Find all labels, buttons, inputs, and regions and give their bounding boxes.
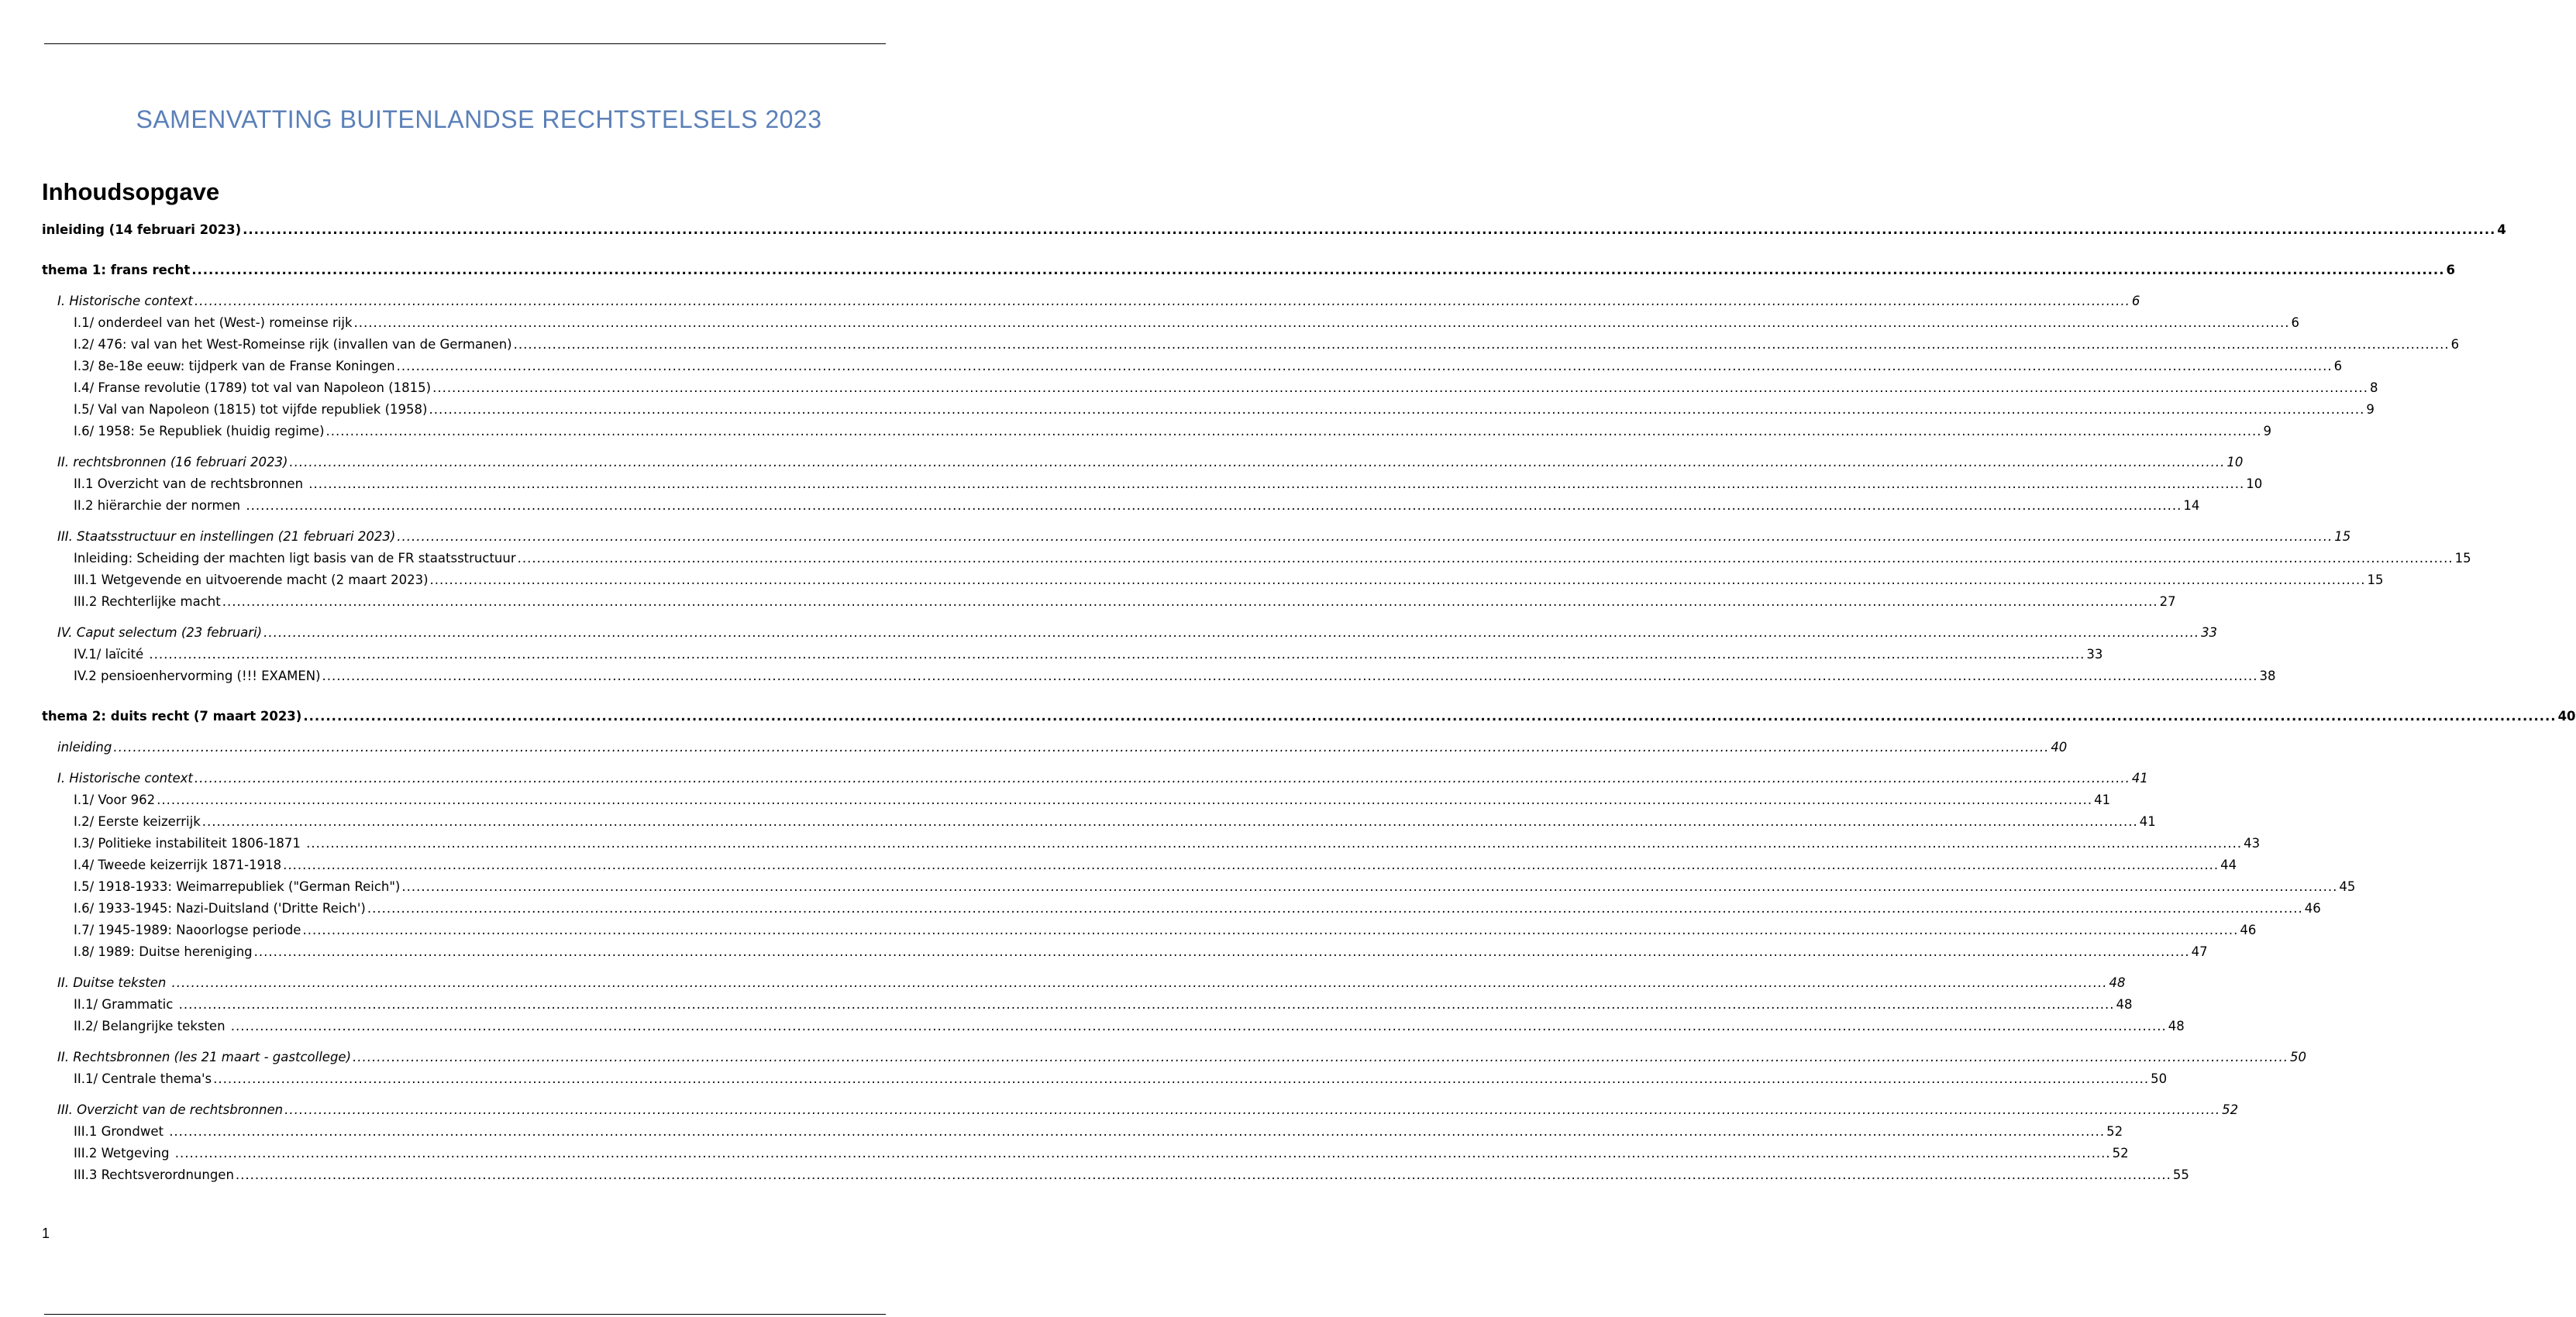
toc-heading: Inhoudsopgave [42,178,220,205]
toc-entry-page: 43 [2244,836,2261,851]
toc-entry[interactable] [0,995,2133,1015]
toc-entry[interactable] [0,474,2263,494]
toc-entry-title: I.1/ Voor 962 [74,793,156,807]
toc-entry[interactable] [0,1047,2306,1068]
toc-entry-page: 41 [2131,771,2148,786]
dot-leader: ................................................................................................................................................................................................................................................................................................................................................................................................................ [178,997,2115,1012]
dot-leader: ................................................................................................................................................................................................................................................................................................................................................................................................................ [302,923,2239,937]
toc-entry-page: 6 [2291,315,2299,330]
toc-entry[interactable] [0,291,2140,311]
toc-entry-page: 27 [2159,594,2176,609]
toc-entry-title: I.5/ Val van Napoleon (1815) tot vijfde republiek (1958) [74,402,428,417]
toc-entry-title: III. Overzicht van de rechtsbronnen [57,1102,284,1117]
dot-leader: ................................................................................................................................................................................................................................................................................................................................................................................................................ [303,709,2557,724]
toc-entry-title: thema 2: duits recht (7 maart 2023) [42,709,302,724]
toc-entry-title: I.4/ Franse revolutie (1789) tot val van Napoleon (1815) [74,380,432,395]
toc-entry[interactable] [0,834,2261,854]
toc-entry-page: 46 [2240,923,2257,937]
toc-entry-page: 10 [2226,455,2244,469]
toc-entry[interactable] [0,1122,2123,1142]
toc-entry[interactable] [0,592,2176,612]
dot-leader: ................................................................................................................................................................................................................................................................................................................................................................................................................ [396,359,2333,373]
toc-entry[interactable] [0,1100,2239,1120]
dot-leader: ................................................................................................................................................................................................................................................................................................................................................................................................................ [171,975,2108,990]
toc-entry-title: I.2/ Eerste keizerrijk [74,814,201,829]
toc-entry[interactable] [0,378,2378,398]
page-number: 1 [42,1226,50,1241]
toc-entry-page: 15 [2334,529,2351,544]
dot-leader: ................................................................................................................................................................................................................................................................................................................................................................................................................ [157,793,2093,807]
dot-leader: ................................................................................................................................................................................................................................................................................................................................................................................................................ [284,1102,2221,1117]
dot-leader: ................................................................................................................................................................................................................................................................................................................................................................................................................ [194,771,2130,786]
toc-entry-title: II.1/ Grammatic [74,997,177,1012]
toc-entry[interactable] [0,1165,2189,1185]
toc-entry-title: II.1/ Centrale thema's [74,1071,212,1086]
toc-entry-title: I.3/ Politieke instabiliteit 1806-1871 [74,836,305,851]
toc-entry[interactable] [0,335,2460,355]
toc-entry[interactable] [0,220,2506,240]
toc-entry[interactable] [0,1069,2168,1089]
toc-entry-page: 9 [2366,402,2375,417]
toc-entry-title: I.5/ 1918-1933: Weimarrepubliek ("German Reich") [74,879,401,894]
dot-leader: ................................................................................................................................................................................................................................................................................................................................................................................................................ [222,594,2158,609]
toc-entry-page: 15 [2454,551,2471,566]
dot-leader: ................................................................................................................................................................................................................................................................................................................................................................................................................ [169,1124,2106,1139]
toc-entry-page: 52 [2222,1102,2239,1117]
dot-leader: ................................................................................................................................................................................................................................................................................................................................................................................................................ [367,901,2303,916]
toc-entry-page: 50 [2151,1071,2168,1086]
toc-entry[interactable] [0,812,2156,832]
toc-entry-page: 9 [2263,424,2271,438]
toc-entry[interactable] [0,548,2471,569]
toc-entry-title: I. Historische context [57,771,193,786]
toc-entry-title: II.2 hiërarchie der normen [74,498,245,513]
toc-entry-title: I.2/ 476: val van het West-Romeinse rijk (invallen van de Germanen) [74,337,512,352]
toc-entry[interactable] [0,920,2257,940]
toc-entry-title: I.6/ 1958: 5e Republiek (huidig regime) [74,424,325,438]
dot-leader: ................................................................................................................................................................................................................................................................................................................................................................................................................ [429,402,2365,417]
dot-leader: ................................................................................................................................................................................................................................................................................................................................................................................................................ [283,858,2220,872]
toc-entry-page: 41 [2094,793,2111,807]
toc-entry[interactable] [0,496,2200,516]
toc-entry-page: 48 [2109,975,2126,990]
toc-entry[interactable] [0,707,2576,727]
dot-leader: ................................................................................................................................................................................................................................................................................................................................................................................................................ [289,455,2226,469]
toc-entry-title: Inleiding: Scheiding der machten ligt basis van de FR staatsstructuur [74,551,516,566]
toc-entry-title: II. Rechtsbronnen (les 21 maart - gastcollege) [57,1050,352,1064]
dot-leader: ................................................................................................................................................................................................................................................................................................................................................................................................................ [149,647,2085,662]
dot-leader: ................................................................................................................................................................................................................................................................................................................................................................................................................ [191,263,2445,277]
dot-leader: ................................................................................................................................................................................................................................................................................................................................................................................................................ [322,669,2258,683]
document-title: SAMENVATTING BUITENLANDSE RECHTSTELSELS 2023 [136,105,822,133]
dot-leader: ................................................................................................................................................................................................................................................................................................................................................................................................................ [429,573,2366,587]
toc-entry-page: 33 [2201,625,2218,640]
toc-entry-title: III.1 Wetgevende en uitvoerende macht (2 maart 2023) [74,573,429,587]
toc-entry[interactable] [0,899,2321,919]
dot-leader: ................................................................................................................................................................................................................................................................................................................................................................................................................ [246,498,2182,513]
dot-leader: ................................................................................................................................................................................................................................................................................................................................................................................................................ [253,944,2190,959]
toc-entry-title: I.4/ Tweede keizerrijk 1871-1918 [74,858,282,872]
dot-leader: ................................................................................................................................................................................................................................................................................................................................................................................................................ [432,380,2369,395]
dot-leader: ................................................................................................................................................................................................................................................................................................................................................................................................................ [401,879,2338,894]
toc-entry-page: 6 [2446,263,2455,277]
toc-entry-title: II. Duitse teksten [57,975,170,990]
dot-leader: ................................................................................................................................................................................................................................................................................................................................................................................................................ [353,315,2290,330]
toc-entry-page: 8 [2370,380,2378,395]
dot-leader: ................................................................................................................................................................................................................................................................................................................................................................................................................ [201,814,2138,829]
toc-entry-page: 52 [2112,1146,2129,1161]
toc-entry-page: 6 [2131,294,2140,308]
toc-entry-title: II.1 Overzicht van de rechtsbronnen [74,476,308,491]
toc-entry-page: 44 [2220,858,2237,872]
dot-leader: ................................................................................................................................................................................................................................................................................................................................................................................................................ [263,625,2200,640]
toc-entry-title: IV.1/ laïcité [74,647,148,662]
toc-entry-title: inleiding [57,740,112,755]
toc-entry[interactable] [0,942,2208,962]
toc-entry-page: 47 [2191,944,2208,959]
toc-entry[interactable] [0,623,2218,643]
toc-entry-title: II.2/ Belangrijke teksten [74,1019,229,1033]
toc-entry[interactable] [0,645,2103,665]
dot-leader: ................................................................................................................................................................................................................................................................................................................................................................................................................ [306,836,2243,851]
dot-leader: ................................................................................................................................................................................................................................................................................................................................................................................................................ [235,1167,2171,1182]
toc-entry-page: 33 [2086,647,2103,662]
toc-entry[interactable] [0,666,2276,686]
toc-entry[interactable] [0,973,2126,993]
toc-entry-page: 40 [2557,709,2576,724]
dot-leader: ................................................................................................................................................................................................................................................................................................................................................................................................................ [113,740,2050,755]
footer-rule [44,1314,886,1315]
dot-leader: ................................................................................................................................................................................................................................................................................................................................................................................................................ [230,1019,2167,1033]
toc-entry-title: I. Historische context [57,294,193,308]
toc-entry[interactable] [0,1016,2185,1037]
toc-entry-title: I.3/ 8e-18e eeuw: tijdperk van de Franse Koningen [74,359,395,373]
toc-entry-page: 46 [2304,901,2321,916]
toc-entry[interactable] [0,421,2271,442]
toc-entry-title: III. Staatsstructuur en instellingen (21 februari 2023) [57,529,396,544]
dot-leader: ................................................................................................................................................................................................................................................................................................................................................................................................................ [213,1071,2150,1086]
toc-entry-page: 6 [2450,337,2460,352]
toc-entry-title: I.7/ 1945-1989: Naoorlogse periode [74,923,301,937]
toc-entry-page: 38 [2259,669,2276,683]
toc-entry[interactable] [0,790,2111,810]
toc-entry-title: III.2 Rechterlijke macht [74,594,221,609]
dot-leader: ................................................................................................................................................................................................................................................................................................................................................................................................................ [397,529,2333,544]
dot-leader: ................................................................................................................................................................................................................................................................................................................................................................................................................ [353,1050,2288,1064]
toc-entry-page: 45 [2339,879,2356,894]
toc-entry[interactable] [0,738,2068,758]
toc-entry-title: thema 1: frans recht [42,263,191,277]
dot-leader: ................................................................................................................................................................................................................................................................................................................................................................................................................ [243,222,2496,237]
dot-leader: ................................................................................................................................................................................................................................................................................................................................................................................................................ [513,337,2450,352]
dot-leader: ................................................................................................................................................................................................................................................................................................................................................................................................................ [517,551,2454,566]
dot-leader: ................................................................................................................................................................................................................................................................................................................................................................................................................ [325,424,2262,438]
toc-entry-title: I.1/ onderdeel van het (West-) romeinse rijk [74,315,353,330]
toc-entry-title: I.6/ 1933-1945: Nazi-Duitsland ('Dritte Reich') [74,901,366,916]
toc-entry-page: 6 [2333,359,2343,373]
toc-entry[interactable] [0,313,2299,333]
toc-entry-page: 10 [2246,476,2263,491]
toc-entry-page: 14 [2183,498,2200,513]
toc-entry-page: 41 [2139,814,2156,829]
toc-entry[interactable] [0,769,2148,789]
toc-entry[interactable] [0,260,2455,280]
dot-leader: ................................................................................................................................................................................................................................................................................................................................................................................................................ [174,1146,2111,1161]
toc-entry[interactable] [0,400,2375,420]
toc-entry-page: 4 [2497,222,2506,237]
toc-entry-page: 48 [2168,1019,2185,1033]
toc-entry[interactable] [0,1143,2129,1164]
toc-entry[interactable] [0,855,2237,875]
toc-entry-title: III.3 Rechtsverordnungen [74,1167,234,1182]
toc-entry-title: IV. Caput selectum (23 februari) [57,625,263,640]
toc-entry-page: 52 [2106,1124,2123,1139]
toc-entry[interactable] [0,527,2351,547]
toc-entry-title: III.2 Wetgeving [74,1146,174,1161]
toc-entry[interactable] [0,570,2384,590]
toc-entry-page: 40 [2051,740,2068,755]
toc-entry-title: II. rechtsbronnen (16 februari 2023) [57,455,288,469]
toc-entry[interactable] [0,356,2343,377]
toc-entry-title: I.8/ 1989: Duitse hereniging [74,944,253,959]
toc-entry[interactable] [0,877,2356,897]
toc-entry-title: IV.2 pensioenhervorming (!!! EXAMEN) [74,669,321,683]
toc-entry-page: 55 [2172,1167,2189,1182]
toc-entry-title: inleiding (14 februari 2023) [42,222,242,237]
dot-leader: ................................................................................................................................................................................................................................................................................................................................................................................................................ [194,294,2130,308]
toc-entry-page: 50 [2289,1050,2306,1064]
toc-entry[interactable] [0,452,2244,473]
toc-entry-page: 15 [2367,573,2384,587]
toc-entry-page: 48 [2116,997,2133,1012]
toc-entry-title: III.1 Grondwet [74,1124,168,1139]
dot-leader: ................................................................................................................................................................................................................................................................................................................................................................................................................ [308,476,2245,491]
